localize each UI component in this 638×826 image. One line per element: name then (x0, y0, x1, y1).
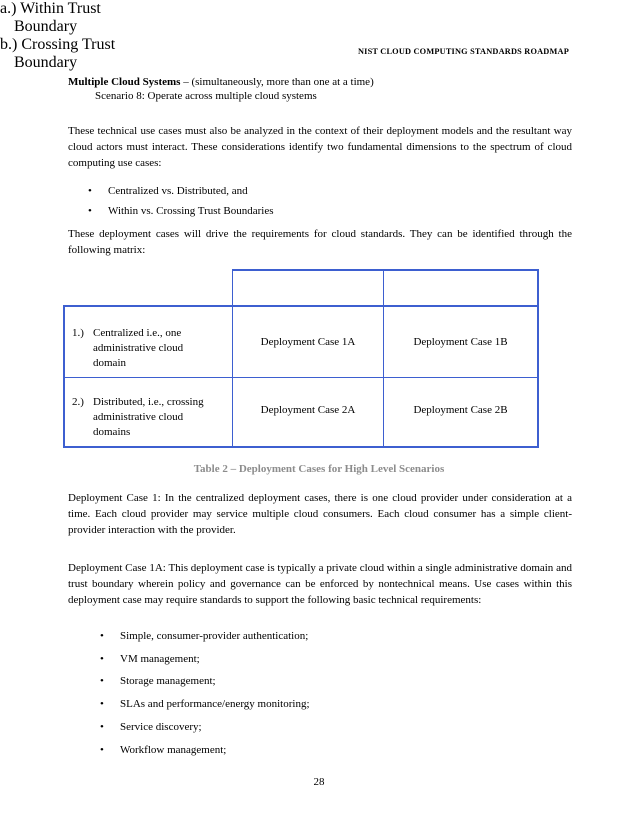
requirements-list (100, 625, 310, 761)
row-label-line: administrative cloud (93, 411, 184, 423)
intro-paragraph: These technical use cases must also be analyzed in the context of their deployment models and the resultant way cloud actors must interact. These considerations identify two fundamental dimensions to the spectrum of cloud computing use cases: (68, 125, 572, 169)
list-item-text: Simple, consumer-provider authentication; (120, 630, 309, 642)
scenario-line: Scenario 8: Operate across multiple cloud systems (95, 90, 317, 102)
deployment-case-1a-paragraph: Deployment Case 1A: This deployment case is typically a private cloud within a single administrative domain and trust boundary wherein policy and governance can be enforced by nontechnical means. Use cases within this deployment case may require standards to support the following basic technical requirements: (68, 562, 572, 606)
row-label-line: domains (93, 426, 131, 438)
row-label-line: domain (93, 357, 126, 369)
table-border (537, 269, 539, 448)
row-number: 1.) (72, 327, 84, 339)
list-item-text: Service discovery; (120, 720, 202, 733)
bullet-icon: • (100, 698, 104, 711)
dimensions-list (88, 181, 274, 221)
row-number: 2.) (72, 396, 84, 408)
column-header-line: Boundary (14, 18, 78, 35)
list-item-text: SLAs and performance/energy monitoring; (120, 698, 310, 711)
bullet-icon: • (100, 743, 104, 756)
page-number: 28 (313, 776, 325, 788)
column-header-line: a.) Within Trust (0, 0, 101, 17)
table-border (383, 269, 384, 448)
section-heading (68, 74, 572, 90)
table-cell: Deployment Case 1A (260, 336, 356, 348)
list-item-text: Within vs. Crossing Trust Boundaries (108, 205, 274, 217)
list-item (88, 181, 274, 201)
deployment-case-1-paragraph: Deployment Case 1: In the centralized deployment cases, there is one cloud provider under consideration at a time. Each cloud provider may service multiple cloud consumers. Each cloud consumer has a simple client-provider interaction with the provider. (68, 492, 572, 536)
list-item (100, 648, 310, 671)
list-item-text: Storage management; (120, 675, 216, 688)
bullet-icon: • (100, 675, 104, 688)
column-header-crossing-trust (0, 36, 155, 72)
column-header-within-trust (0, 0, 151, 36)
list-item-text: VM management; (120, 652, 200, 665)
table-border (232, 269, 538, 271)
list-item (100, 625, 310, 648)
list-item (100, 670, 310, 693)
table-cell: Deployment Case 1B (413, 336, 508, 348)
table-border (63, 305, 538, 307)
row-label-line: administrative cloud (93, 342, 184, 354)
table-cell: Deployment Case 2A (260, 404, 356, 416)
list-item (100, 716, 310, 739)
section-heading-suffix: – (simultaneously, more than one at a time) (180, 76, 374, 88)
table-border (63, 305, 65, 448)
table-border (63, 446, 538, 448)
list-item (100, 739, 310, 762)
list-item (100, 693, 310, 716)
row-label-line: Centralized i.e., one (93, 327, 182, 339)
table-cell: Deployment Case 2B (413, 404, 508, 416)
table-border (63, 377, 538, 378)
list-item (88, 201, 274, 221)
section-heading-title: Multiple Cloud Systems (68, 76, 181, 88)
running-header: NIST CLOUD COMPUTING STANDARDS ROADMAP (357, 47, 569, 56)
column-header-line: Boundary (14, 54, 78, 71)
table-caption: Table 2 – Deployment Cases for High Level Scenarios (193, 463, 445, 475)
row-label-line: Distributed, i.e., crossing (93, 396, 204, 408)
bullet-icon: • (88, 185, 92, 197)
bullet-icon: • (100, 652, 104, 665)
bullet-icon: • (100, 720, 104, 733)
column-header-line: b.) Crossing Trust (0, 36, 116, 53)
list-item-text: Workflow management; (120, 743, 227, 756)
bullet-icon: • (88, 205, 92, 217)
matrix-intro-paragraph: These deployment cases will drive the requirements for cloud standards. They can be identified through the following matrix: (68, 228, 572, 256)
bullet-icon: • (100, 630, 104, 642)
list-item-text: Centralized vs. Distributed, and (108, 185, 248, 197)
